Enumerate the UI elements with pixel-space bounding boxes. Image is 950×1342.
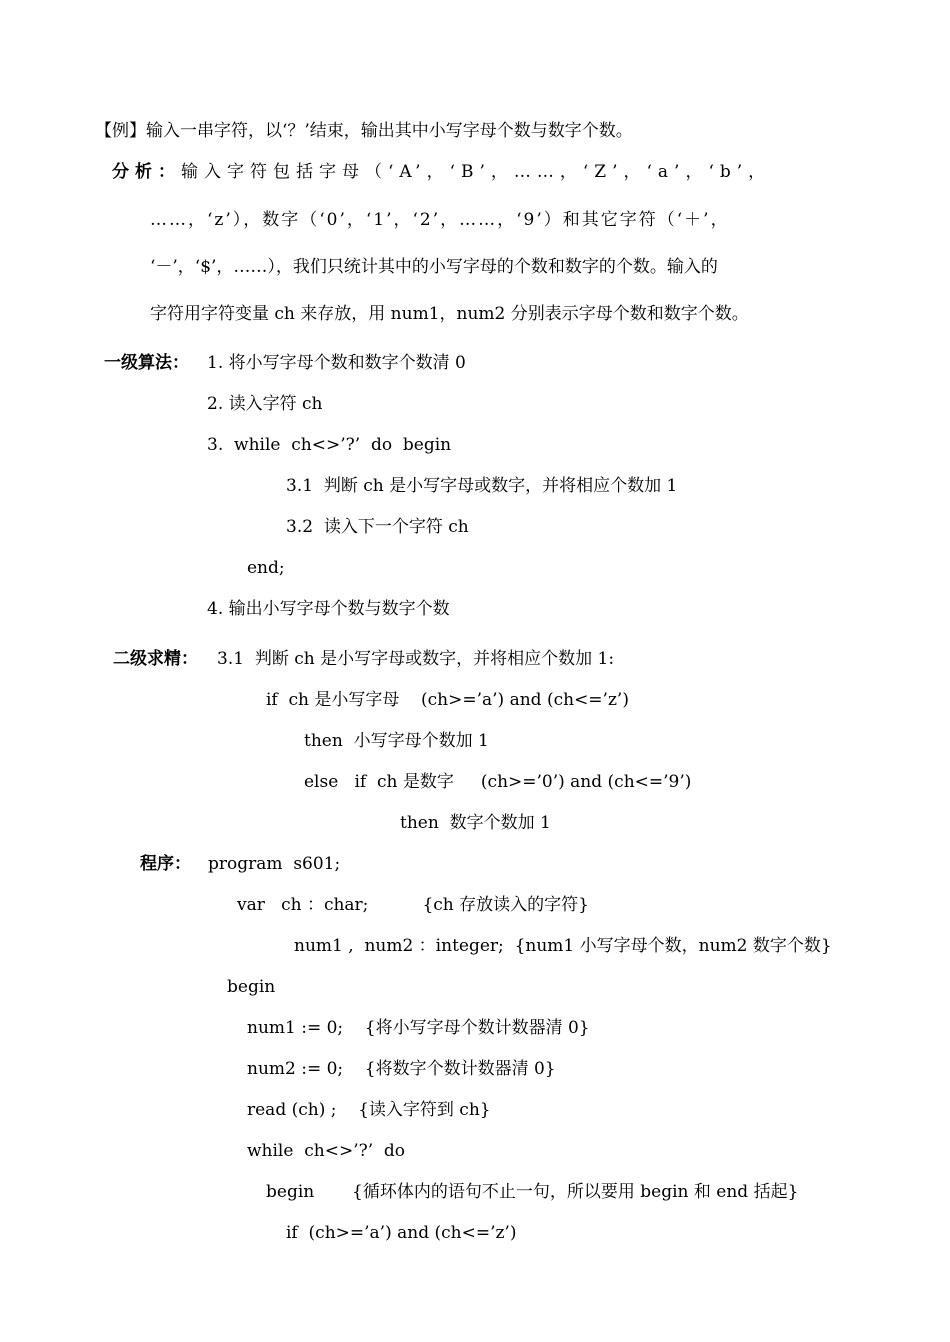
program-line-4: begin bbox=[227, 977, 276, 997]
level2-label: 二级求精： bbox=[113, 649, 198, 669]
analysis-text-2: ……，‘z’），数字（‘0’，‘1’，‘2’，……，‘9’）和其它字符（‘＋’， bbox=[150, 210, 730, 230]
level1-end: end; bbox=[247, 558, 285, 578]
level1-step-3-2: 3.2 读入下一个字符 ch bbox=[286, 517, 469, 537]
program-line-7: read (ch) ; {读入字符到 ch} bbox=[247, 1100, 491, 1120]
analysis-text-3: ‘－’，‘$’，……），我们只统计其中的小写字母的个数和数字的个数。输入的 bbox=[150, 257, 718, 277]
analysis-label: 分析： bbox=[112, 162, 181, 182]
level2-if: if ch 是小写字母 (ch>=’a’) and (ch<=’z’) bbox=[266, 690, 629, 710]
program-label: 程序： bbox=[140, 854, 191, 874]
program-line-3: num1 , num2 ：integer; {num1 小写字母个数，num2 数字个数} bbox=[294, 936, 832, 956]
example-marker: 【例】 bbox=[95, 121, 146, 141]
program-line-1: program s601; bbox=[208, 854, 341, 874]
level1-step-1: 1. 将小写字母个数和数字个数清 0 bbox=[207, 353, 466, 373]
analysis-text-1: 输入字符包括字母（‘A’，‘B’，……，‘Z’，‘a’，‘b’， bbox=[181, 162, 772, 182]
level1-step-4: 4. 输出小写字母个数与数字个数 bbox=[207, 599, 450, 619]
program-line-2: var ch ：char; {ch 存放读入的字符} bbox=[237, 895, 589, 915]
program-line-6: num2 := 0; {将数字个数计数器清 0} bbox=[247, 1059, 556, 1079]
level2-else: else if ch 是数字 (ch>=’0’) and (ch<=’9’) bbox=[304, 772, 692, 792]
level1-label: 一级算法： bbox=[104, 353, 189, 373]
example-text: 输入一串字符，以‘？’结束，输出其中小写字母个数与数字个数。 bbox=[146, 121, 633, 141]
level1-step-3: 3. while ch<>’?’ do begin bbox=[207, 435, 452, 455]
example-line bbox=[95, 120, 633, 142]
program-line-5: num1 := 0; {将小写字母个数计数器清 0} bbox=[247, 1018, 590, 1038]
program-line-10: if (ch>=’a’) and (ch<=’z’) bbox=[286, 1223, 517, 1243]
level2-then-1: then 小写字母个数加 1 bbox=[304, 731, 489, 751]
analysis-text-4: 字符用字符变量 ch 来存放，用 num1，num2 分别表示字母个数和数字个数。 bbox=[150, 304, 749, 324]
level2-then-2: then 数字个数加 1 bbox=[400, 813, 551, 833]
program-line-9: begin {循环体内的语句不止一句，所以要用 begin 和 end 括起} bbox=[266, 1182, 799, 1202]
analysis-line-1 bbox=[112, 161, 771, 183]
program-line-8: while ch<>’?’ do bbox=[247, 1141, 406, 1161]
level1-step-3-1: 3.1 判断 ch 是小写字母或数字，并将相应个数加 1 bbox=[286, 476, 678, 496]
level1-step-2: 2. 读入字符 ch bbox=[207, 394, 323, 414]
level2-head: 3.1 判断 ch 是小写字母或数字，并将相应个数加 1: bbox=[217, 649, 615, 669]
